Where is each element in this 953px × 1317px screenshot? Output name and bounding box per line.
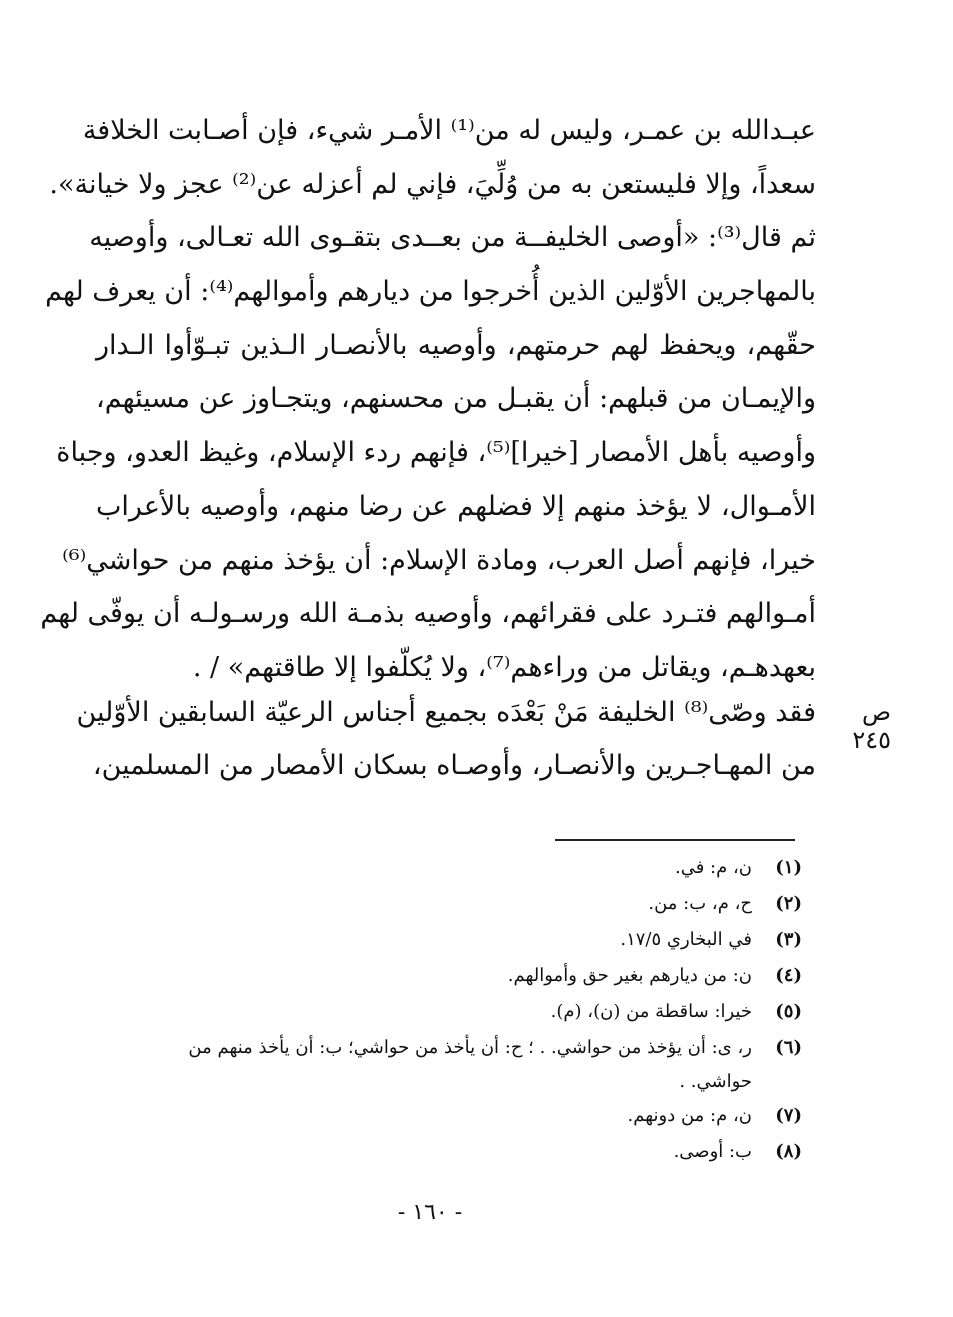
footnote — [96, 1134, 802, 1170]
page-number: - ١٦٠ - — [397, 1200, 463, 1225]
footnote — [96, 850, 802, 886]
footnote-number: (٧) — [775, 1105, 802, 1126]
text-line: فقد وصّى⁽⁸⁾ الخليفة مَنْ بَعْدَه بجميع أجناس الرعيّة السابقين الأوّلين — [76, 697, 816, 728]
footnote-text: ر، ى: أن يؤخذ من حواشي. . ؛ ح: أن يأخذ من حواشي؛ ب: أن يأخذ منهم من — [188, 1037, 752, 1058]
footnote-continuation — [96, 1066, 802, 1098]
footnote-text: ن، م: من دونهم. — [627, 1105, 752, 1126]
footnote-text: ب: أوصى. — [673, 1141, 752, 1162]
footnote — [96, 1030, 802, 1066]
footnote-number: (٥) — [775, 1001, 802, 1022]
footnotes — [96, 850, 802, 1170]
text-line: سعداً، وإلا فليستعن به من وُلِّيَ، فإني لم أعزله عن⁽²⁾ عجز ولا خيانة». — [49, 168, 816, 200]
footnote-text: ح، م، ب: من. — [648, 893, 752, 914]
text-line: بالمهاجرين الأوّلين الذين أُخرجوا من ديارهم وأموالهم⁽⁴⁾: أن يعرف لهم — [45, 276, 816, 308]
footnote — [96, 958, 802, 994]
text-line: خيرا، فإنهم أصل العرب، ومادة الإسلام: أن يؤخذ منهم من حواشي⁽⁶⁾ — [62, 544, 816, 576]
footnote — [96, 1098, 802, 1134]
text-line: ثم قال⁽³⁾: «أوصى الخليفــة من بعــدى بتقـوى الله تعـالى، وأوصيه — [89, 222, 816, 254]
footnote-number: (١) — [775, 857, 802, 878]
text-line: عبـدالله بن عمـر، وليس له من⁽¹⁾ الأمـر شيء، فإن أصـابت الخلافة — [82, 115, 816, 146]
footnote-divider — [555, 839, 795, 841]
footnote-text: خيرا: ساقطة من (ن)، (م). — [550, 1001, 752, 1022]
text-line: والإيمـان من قبلهم: أن يقبـل من محسنهم، ويتجـاوز عن مسيئهم، — [96, 383, 816, 415]
main-paragraph — [40, 104, 816, 695]
footnote-text: حواشي. . — [679, 1071, 752, 1092]
footnote-number: (٦) — [775, 1037, 802, 1058]
footnote-number: (٨) — [775, 1141, 802, 1162]
footnote-text: في البخاري ١٧/٥. — [620, 929, 752, 950]
text-line: أمـوالهم فتـرد على فقرائهم، وأوصيه بذمـة الله ورسـولـه أن يوفّى لهم — [40, 598, 816, 630]
footnote — [96, 994, 802, 1030]
footnote-number: (٤) — [775, 965, 802, 986]
footnote — [96, 886, 802, 922]
text-line: وأوصيه بأهل الأمصار [خيرا]⁽⁵⁾، فإنهم ردء الإسلام، وغيظ العدو، وجباة — [56, 437, 816, 469]
second-paragraph — [76, 686, 816, 792]
footnote-text: ن، م: في. — [674, 857, 752, 878]
footnote-number: (٢) — [775, 893, 802, 914]
footnote — [96, 922, 802, 958]
text-line: من المهـاجـرين والأنصـار، وأوصـاه بسكان الأمصار من المسلمين، — [92, 750, 816, 781]
margin-page-reference: ص ٢٤٥ — [852, 698, 891, 754]
text-line: بعهدهـم، ويقاتل من وراءهم⁽⁷⁾، ولا يُكلّفوا إلا طاقتهم» / . — [192, 651, 816, 683]
text-line: حقّهم، ويحفظ لهم حرمتهم، وأوصيه بالأنصـار الـذين تبـوّأوا الـدار — [96, 329, 816, 361]
footnote-number: (٣) — [775, 929, 802, 950]
footnote-number-spacer — [762, 1066, 802, 1098]
text-line: الأمـوال، لا يؤخذ منهم إلا فضلهم عن رضا منهم، وأوصيه بالأعراب — [96, 490, 816, 522]
footnote-text: ن: من ديارهم بغير حق وأموالهم. — [507, 965, 752, 986]
